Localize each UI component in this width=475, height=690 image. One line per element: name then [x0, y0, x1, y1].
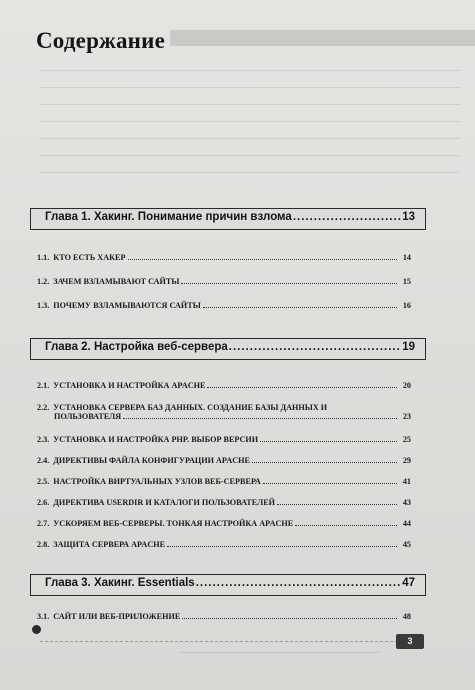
- chapter-2-heading[interactable]: [30, 338, 426, 360]
- toc-entry-1-1[interactable]: [37, 253, 411, 262]
- entry-number: 2.2.: [37, 403, 50, 412]
- bleed-through-lines: [40, 70, 460, 189]
- entry-number: 3.1.: [37, 612, 50, 621]
- leader-dots: [181, 283, 397, 284]
- page-number: 3: [396, 634, 424, 649]
- chapter-2-page: 19: [402, 341, 415, 353]
- leader-dots: [128, 259, 397, 260]
- entry-title: ЗАЩИТА СЕРВЕРА APACHE: [53, 540, 166, 549]
- leader-dots: [167, 546, 397, 547]
- header-band: [170, 30, 475, 46]
- leader-dots: [203, 307, 397, 308]
- entry-page: 14: [402, 253, 411, 262]
- chapter-3-label: Глава 3. Хакинг. Essentials: [45, 577, 195, 589]
- chapter-2-label: Глава 2. Настройка веб-сервера: [45, 341, 228, 353]
- leader-dots: [277, 504, 397, 505]
- leader-dots: [196, 577, 402, 589]
- leader-dots: [295, 525, 397, 526]
- leader-dots: [182, 618, 397, 619]
- entry-page: 20: [402, 381, 411, 390]
- toc-entry-2-6[interactable]: [37, 498, 411, 507]
- leader-dots: [252, 462, 397, 463]
- entry-number: 2.8.: [37, 540, 50, 549]
- footer-dashed-rule: [40, 641, 398, 642]
- entry-page: 43: [402, 498, 411, 507]
- entry-title: ЗАЧЕМ ВЗЛАМЫВАЮТ САЙТЫ: [53, 277, 180, 286]
- entry-number: 1.1.: [37, 253, 50, 262]
- entry-title-continued: ПОЛЬЗОВАТЕЛЯ: [54, 412, 122, 421]
- leader-dots: [260, 441, 397, 442]
- chapter-3-heading[interactable]: [30, 574, 426, 596]
- entry-title: ДИРЕКТИВЫ ФАЙЛА КОНФИГУРАЦИИ APACHE: [53, 456, 250, 465]
- leader-dots: [207, 387, 397, 388]
- leader-dots: [293, 211, 401, 223]
- leader-dots: [263, 483, 397, 484]
- bleed-through-line: [180, 652, 380, 653]
- entry-page: 15: [402, 277, 411, 286]
- entry-page: 25: [402, 435, 411, 444]
- entry-number: 2.6.: [37, 498, 50, 507]
- entry-number: 1.3.: [37, 301, 50, 310]
- toc-entry-3-1[interactable]: [37, 612, 411, 621]
- footer-bullet-dot: [32, 625, 41, 634]
- entry-number: 2.5.: [37, 477, 50, 486]
- entry-title: НАСТРОЙКА ВИРТУАЛЬНЫХ УЗЛОВ ВЕБ-СЕРВЕРА: [53, 477, 261, 486]
- entry-page: 16: [402, 301, 411, 310]
- entry-number: 2.4.: [37, 456, 50, 465]
- toc-entry-1-2[interactable]: [37, 277, 411, 286]
- entry-title: ДИРЕКТИВА USERDIR И КАТАЛОГИ ПОЛЬЗОВАТЕЛЕЙ: [53, 498, 276, 507]
- chapter-1-page: 13: [402, 211, 415, 223]
- chapter-1-heading[interactable]: [30, 208, 426, 230]
- entry-number: 2.3.: [37, 435, 50, 444]
- leader-dots: [229, 341, 401, 353]
- chapter-1-label: Глава 1. Хакинг. Понимание причин взлома: [45, 211, 292, 223]
- entry-title: САЙТ ИЛИ ВЕБ-ПРИЛОЖЕНИЕ: [53, 612, 181, 621]
- entry-number: 2.7.: [37, 519, 50, 528]
- toc-entry-2-3[interactable]: [37, 435, 411, 444]
- entry-page: 48: [402, 612, 411, 621]
- entry-page: 23: [402, 412, 411, 421]
- toc-entry-1-3[interactable]: [37, 301, 411, 310]
- toc-entry-2-8[interactable]: [37, 540, 411, 549]
- toc-entry-2-2[interactable]: [37, 403, 411, 421]
- entry-number: 2.1.: [37, 381, 50, 390]
- toc-entry-2-1[interactable]: [37, 381, 411, 390]
- toc-entry-2-5[interactable]: [37, 477, 411, 486]
- entry-page: 44: [402, 519, 411, 528]
- entry-title: ПОЧЕМУ ВЗЛАМЫВАЮТСЯ САЙТЫ: [53, 301, 201, 310]
- page-title: Содержание: [36, 28, 165, 53]
- entry-page: 45: [402, 540, 411, 549]
- leader-dots: [123, 418, 397, 419]
- chapter-3-page: 47: [402, 577, 415, 589]
- entry-number: 1.2.: [37, 277, 50, 286]
- entry-page: 41: [402, 477, 411, 486]
- entry-title: УСТАНОВКА И НАСТРОЙКА APACHE: [53, 381, 206, 390]
- entry-page: 29: [402, 456, 411, 465]
- toc-entry-2-7[interactable]: [37, 519, 411, 528]
- entry-title: УСКОРЯЕМ ВЕБ-СЕРВЕРЫ. ТОНКАЯ НАСТРОЙКА APACHE: [53, 519, 294, 528]
- entry-title: УСТАНОВКА И НАСТРОЙКА PHP. ВЫБОР ВЕРСИИ: [53, 435, 259, 444]
- entry-title: УСТАНОВКА СЕРВЕРА БАЗ ДАННЫХ. СОЗДАНИЕ БАЗЫ ДАННЫХ И: [53, 403, 328, 412]
- entry-title: КТО ЕСТЬ ХАКЕР: [53, 253, 126, 262]
- toc-entry-2-4[interactable]: [37, 456, 411, 465]
